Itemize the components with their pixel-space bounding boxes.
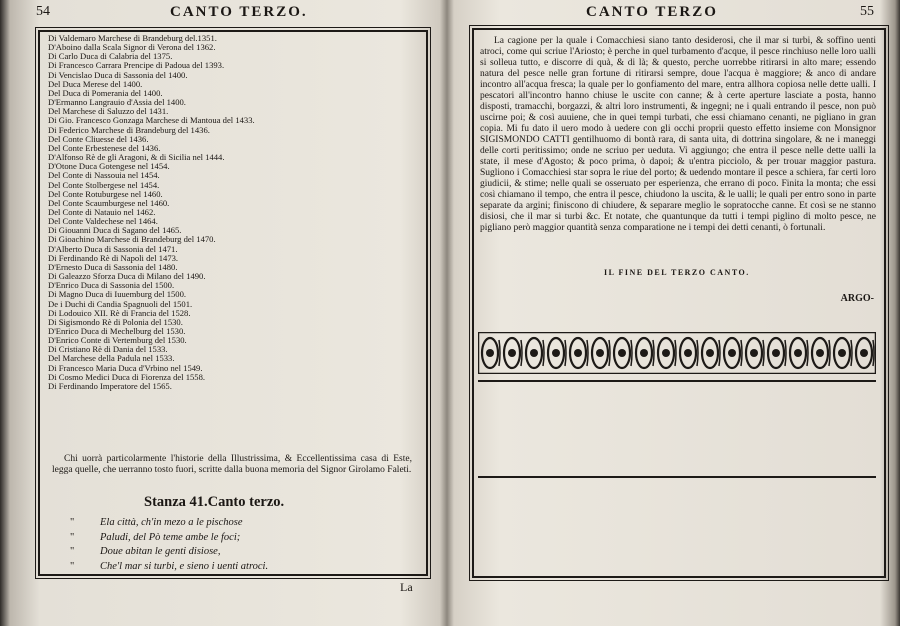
genealogy-entry: Di Carlo Duca di Calabria del 1375. [48,52,173,62]
genealogy-entry: Di Magno Duca di Iuuemburg del 1500. [48,290,187,300]
genealogy-entry: Di Vencislao Duca di Sassonia del 1400. [48,70,188,80]
verse-quote-mark: " [70,560,75,572]
genealogy-entry: D'Enrico Conte di Vertemburg del 1530. [48,336,187,346]
verse-line [70,516,410,531]
verse-quote-mark: " [70,531,75,543]
genealogy-entry: D'Alberto Duca di Sassonia del 1471. [48,244,178,254]
genealogy-entry: Di Cristiano Rè di Dania del 1533. [48,345,168,355]
genealogy-entry: D'Enrico Duca di Mechelburg del 1530. [48,327,186,336]
text-frame-right [472,28,886,578]
closing-line: IL FINE DEL TERZO CANTO. [604,268,750,277]
genealogy-entry: D'Alfonso Rè de gli Aragoni, & di Sicilia nel 1444. [48,153,225,163]
verse-quote-mark: " [70,517,75,528]
catchword-left: La [400,580,413,594]
verse-text: Ela città, ch'in mezo a le pischose [100,517,243,528]
verse-line [70,560,410,575]
right-page [454,0,894,626]
genealogy-entry: Di Lodouico XII. Rè di Francia del 1528. [48,308,191,318]
verse-quote-mark: " [70,546,75,557]
genealogy-entry: Di Francesco Maria Duca d'Vrbino nel 1549. [48,363,203,373]
genealogy-entry: Di Sigismondo Rè di Polonia del 1530. [48,317,183,327]
catchword-right: ARGO- [840,293,874,304]
divider-rule-1 [478,380,876,382]
left-page [8,0,440,626]
genealogy-entry: D'Aboino dalla Scala Signor di Verona del 1362. [48,43,216,53]
genealogy-entry: Del Conte Cliuesse del 1436. [48,134,149,144]
verse-line [70,531,410,546]
verse-block [70,516,410,574]
divider-rule-2 [478,476,876,478]
genealogy-entry: Del Conte Scaumburgese nel 1460. [48,198,170,208]
commentary-paragraph: La cagione per la quale i Comacchiesi siano tanto desiderosi, che il mar si turbi, & soffino uenti atroci, come qui scriue l'Ariosto; è perche in quel turbamento d'acque, il pesce rinchiuso nelle loro ualli si solleua tutto, e discorre di quà, & di là; & questo, perche uorrebbe ritirarsi in alto mare; essendo natura del pesce nelle gran fortune di ritirarsi sempre, doue l'acqua è maggiore; & anco di andare incontro all'acqua fresca; la quale per lo gonfiamento del mare, entra allhora copiosa nelle dette ualli. I pescatori all'incontro hanno chiuse le uscite con canne; & à certe aperture lasciate a posta, hanno disposti, tramacchi, borgazzi, & altri loro instrumenti, & ingegni; ne i quali entrando il pesce, non può uscirne poi; & così auuiene, che in quei tempi turbati, che essi chiamano cenanti, ne pigliano in gran copia. Mi fu dato il uero modo à uedere con gli occhi proprii questo effetto insieme con Monsignor SIGISMONDO CATTI gentilhuomo di bontà rara, di santa uita, di dottrina singolare, & ne i maneggi delle corti peritissimo; onde ne scriuo per ueduta. Vi aggiungo; che entra il pesce nelle dette ualli la state, il mese d'Agosto; & poco prima, ò dapoi; & u'entra picciolo, & per trouar maggior pastura. Sugliono i Comacchiesi star sopra le riue del porto; & uedendo montare il pesce a schiera, far certi loro giudicii, & stime; nelle quali se osseruato per esperienza, che errano di poco. Finita la monta; che essi così chiamano il tempo, che entra il pesce, chiudono la uscita, & le ualli; le quali per entro sono in parte separate da argini; finiscono di chiudere, & separare meglio le sopratocche canne. Et così se ne stanno disiosi, che il mar si turbi &c. Et notate, che quantunque da tutti i tempi piglino di molto pesce, ne pigliano però maggior quantità senza comparatione ne i tempi dei detti cenanti, ò fortunali. [480,36,876,233]
genealogy-entry: D'Ermanno Langrauio d'Assia del 1400. [48,98,186,108]
verse-text: Doue abitan le genti disiose, [100,546,221,557]
genealogy-entry: Del Conte di Nassouia nel 1454. [48,171,160,181]
genealogy-entry: Di Federico Marchese di Brandeburg del 1436. [48,125,210,135]
genealogy-entry: Di Ferdinando Imperatore del 1565. [48,381,172,391]
genealogy-entry: Del Conte Erbestenese del 1436. [48,143,161,153]
genealogy-entry: Del Duca di Pomerania del 1400. [48,88,163,98]
verse-text: Che'l mar si turbi, e sieno i uenti atroci. [100,560,269,572]
running-header-left: CANTO TERZO. [170,4,308,20]
genealogy-entry: Del Marchese di Saluzzo del 1431. [48,107,169,117]
genealogy-entry: Di Gio. Francesco Gonzaga Marchese di Mantoua del 1433. [48,116,255,126]
stanza-heading: Stanza 41.Canto terzo. [144,494,285,510]
genealogy-entry: Del Conte Valdechese nel 1464. [48,217,158,227]
genealogy-entry: Di Galeazzo Sforza Duca di Milano del 1490. [48,272,206,282]
genealogy-entry: Del Conte Stolbergese nel 1454. [48,180,160,190]
genealogy-entry: Di Gioachino Marchese di Brandeburg del 1470. [48,235,216,245]
genealogy-entry: Di Giouanni Duca di Sagano del 1465. [48,226,182,236]
genealogy-entry: D'Ernesto Duca di Sassonia del 1480. [48,262,178,272]
genealogy-entry: Del Marchese della Padula nel 1533. [48,354,175,364]
genealogy-entry: Di Ferdinando Rè di Napoli del 1473. [48,253,179,263]
verse-text: Paludi, del Pò teme ambe le foci; [100,531,241,543]
page-number-right: 55 [860,4,874,19]
page-number-left: 54 [36,4,50,19]
genealogy-entry: De i Duchi di Candia Spagnuoli del 1501. [48,299,193,309]
note-paragraph-left: Chi uorrà particolarmente l'historie della Illustrissima, & Eccellentissima casa di Este, legga quelle, che uerranno tosto fuori, scritte dalla buona memoria del Signor Girolamo Faleti. [52,454,412,475]
genealogy-entry: Del Conte di Natauio nel 1462. [48,207,156,217]
genealogy-entry: Di Cosmo Medici Duca di Fiorenza del 1558. [48,372,206,382]
text-frame-left [38,30,428,576]
genealogy-entry: Del Conte Rotuburgese nel 1460. [48,189,163,199]
ornamental-border-band [478,332,876,374]
genealogy-entry: D'Enrico Duca di Sassonia del 1500. [48,281,175,291]
running-header-right: CANTO TERZO [586,4,718,20]
genealogy-entry: D'Otone Duca Gotengese nel 1454. [48,162,170,172]
genealogy-entry: Di Valdemaro Marchese di Brandeburg del.1351. [48,34,217,43]
verse-line [70,545,410,560]
genealogy-list [48,34,420,391]
genealogy-entry: Di Francesco Carrara Prencipe di Padoua del 1393. [48,61,225,71]
genealogy-entry: Del Duca Merese del 1400. [48,79,143,89]
